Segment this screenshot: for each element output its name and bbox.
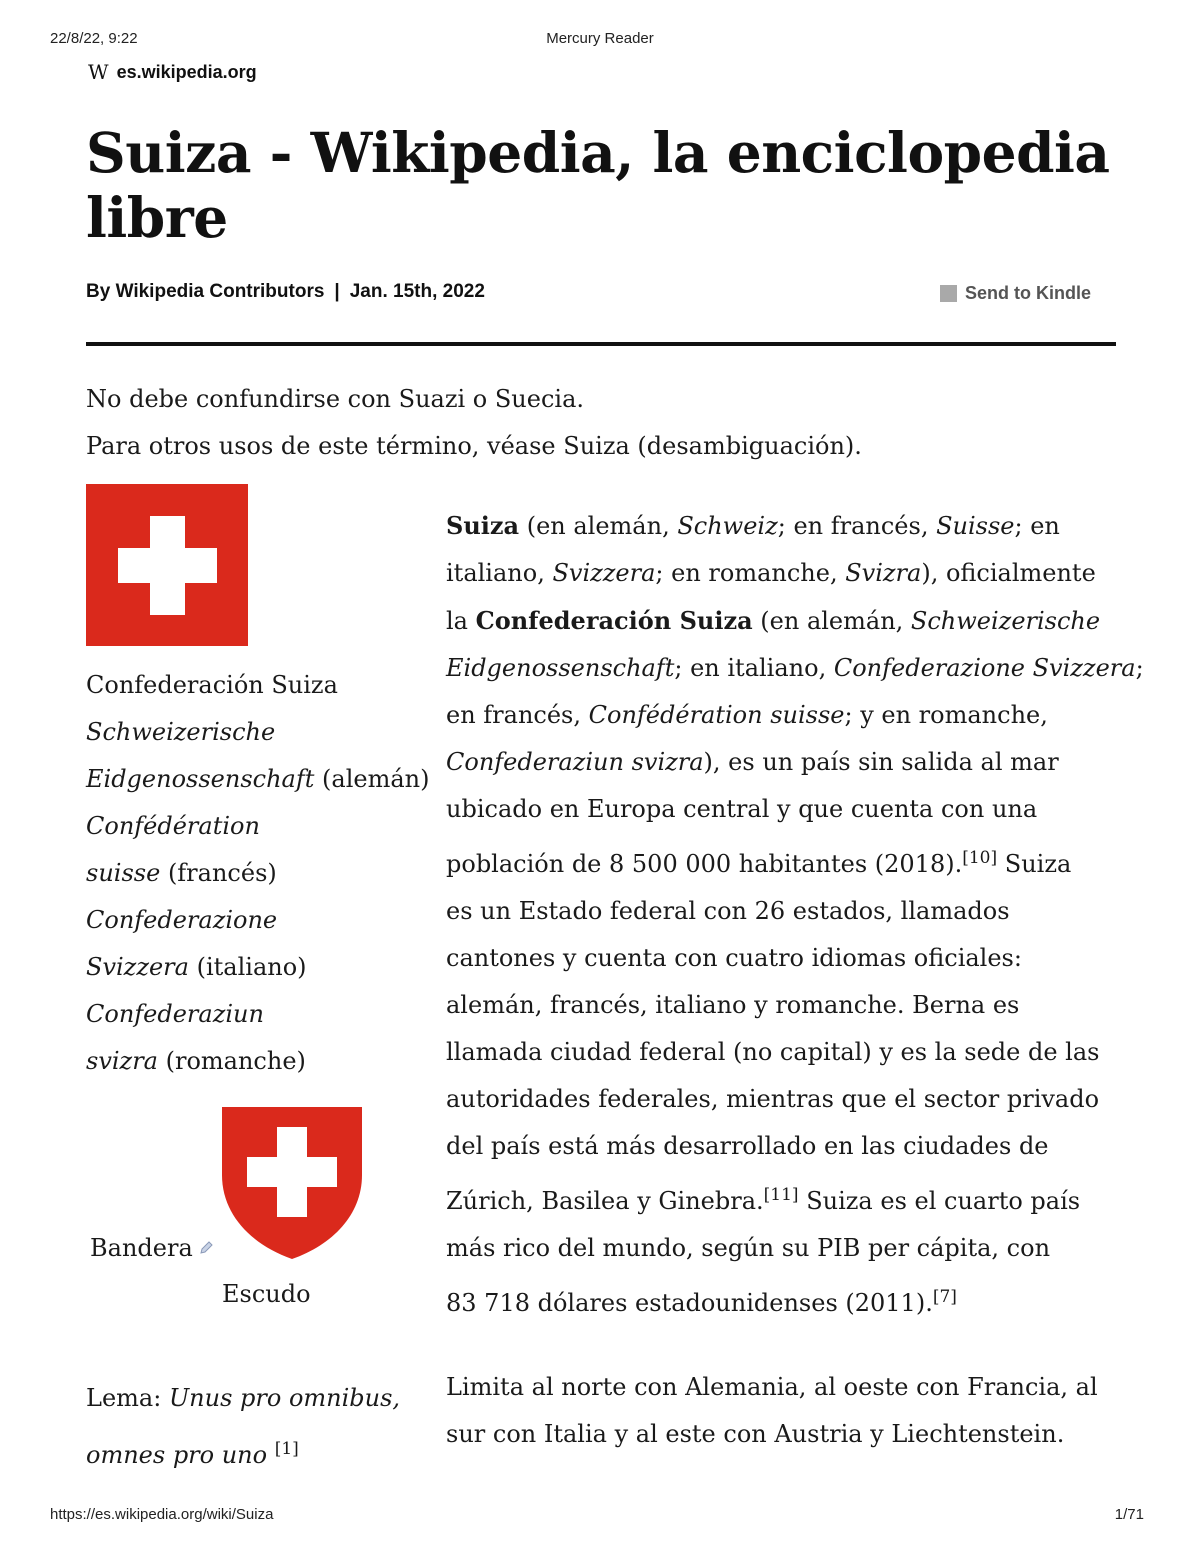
official-name-romansh-1: Confederaziun <box>86 1000 264 1028</box>
kindle-icon <box>940 285 957 302</box>
byline-author: By Wikipedia Contributors <box>86 281 325 302</box>
citation-link[interactable]: [11] <box>763 1185 799 1205</box>
official-name-romansh-2: svizra <box>86 1047 158 1075</box>
send-to-kindle-button[interactable] <box>940 283 1091 304</box>
lang-italian: (italiano) <box>196 953 307 981</box>
official-name-italian-1: Confederazione <box>86 906 278 934</box>
print-app-name: Mercury Reader <box>546 30 654 47</box>
bold-term: Confederación Suiza <box>475 606 753 635</box>
borders-paragraph: Limita al norte con Alemania, al oeste con Francia, al sur con Italia y al este con Austria y Liechtenstein. <box>446 1373 1098 1448</box>
motto-text-2: omnes pro uno <box>86 1441 268 1469</box>
lead-paragraph: Suiza (en alemán, Schweiz; en francés, Suisse; en italiano, Svizzera; en romanche, Svizra), oficialmente la Confederación Suiza (en alemán, Schweizerische Eidgenossenschaft; en italiano, Confederazione Svizzera; en francés, Confédération suisse; y en romanche, Confederaziun svizra), es un país sin salida al mar ubicado en Europa central y que cuenta con una población de 8 500 000 habitantes (2018).[10] Suiza es un Estado federal con 26 estados, llamados cantones y cuenta con cuatro idiomas oficiales: alemán, francés, italiano y romanche. Berna es llamada ciudad federal (no capital) y es la sede de las autoridades federales, mientras que el sector privado del país está más desarrollado en las ciudades de Zúrich, Basilea y Ginebra.[11] Suiza es el cuarto país más rico del mundo, según su PIB per cápita, con 83 718 dólares estadounidenses (2011).[7] <box>446 511 1144 1317</box>
print-page-number: 1/71 <box>1114 1506 1144 1523</box>
wikipedia-logo-icon: W <box>88 60 109 84</box>
citation-link[interactable]: [1] <box>274 1439 299 1459</box>
swiss-flag-image <box>86 484 248 646</box>
motto-label: Lema: <box>86 1384 162 1412</box>
header-divider <box>86 342 1116 346</box>
coat-caption: Escudo <box>222 1280 311 1308</box>
official-name-french-1: Confédération <box>86 812 260 840</box>
print-footer-url: https://es.wikipedia.org/wiki/Suiza <box>50 1506 274 1523</box>
flag-caption-label: Bandera <box>90 1234 193 1262</box>
hatnote-other-uses: Para otros usos de este término, véase Suiza (desambiguación). <box>86 432 862 460</box>
lang-german: (alemán) <box>322 765 430 793</box>
motto-text-1: Unus pro omnibus, <box>168 1384 401 1412</box>
official-name-german-2: Eidgenossenschaft <box>86 765 315 793</box>
byline-separator: | <box>334 281 340 302</box>
infobox-names <box>86 662 436 1085</box>
byline <box>86 281 485 303</box>
send-to-kindle-label: Send to Kindle <box>965 283 1091 303</box>
edit-pencil-icon[interactable] <box>199 1241 213 1255</box>
byline-date: Jan. 15th, 2022 <box>349 281 485 302</box>
article-title: Suiza - Wikipedia, la enciclopedia libre <box>86 120 1110 250</box>
swiss-coat-of-arms-image <box>220 1105 364 1261</box>
site-domain: es.wikipedia.org <box>116 61 257 82</box>
flag-caption[interactable] <box>90 1234 213 1262</box>
citation-link[interactable]: [10] <box>962 848 998 868</box>
print-date: 22/8/22, 9:22 <box>50 30 138 47</box>
infobox-motto <box>86 1370 426 1484</box>
citation-link[interactable]: [7] <box>932 1287 957 1307</box>
infobox-name: Confederación Suiza <box>86 671 338 699</box>
bold-term: Suiza <box>446 511 520 540</box>
hatnote-disambiguation: No debe confundirse con Suazi o Suecia. <box>86 385 585 413</box>
site-source[interactable] <box>88 60 257 84</box>
official-name-italian-2: Svizzera <box>86 953 189 981</box>
official-name-french-2: suisse <box>86 859 161 887</box>
lang-french: (francés) <box>167 859 277 887</box>
lang-romansh: (romanche) <box>165 1047 306 1075</box>
official-name-german-1: Schweizerische <box>86 718 276 746</box>
